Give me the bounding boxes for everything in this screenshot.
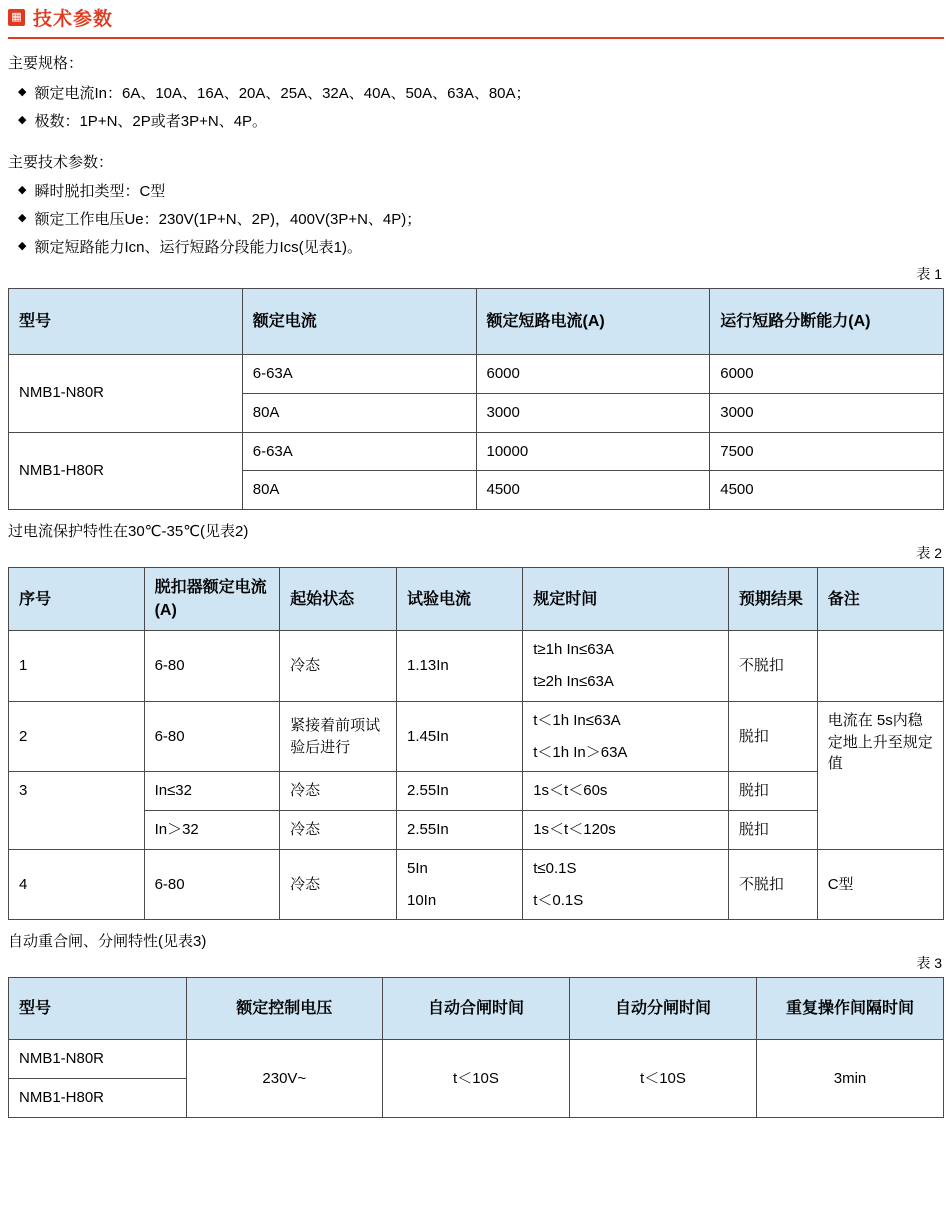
tech-specs-title: 主要技术参数： [8,153,114,171]
table2-time-line: t≤0.1S [533,859,577,877]
table3-close-time: t＜10S [382,1040,569,1118]
list-item [8,110,944,134]
diamond-bullet-icon: ◆ [18,85,27,98]
tech-spec-text: 额定工作电压Ue：230V(1P+N、2P)，400V(3P+N、4P)； [34,211,422,228]
table2-rated: In≤32 [144,772,280,811]
table1-header-rated-current: 额定电流 [242,289,476,355]
table1-ics: 3000 [710,393,944,432]
table-row [9,849,944,920]
table2-time [523,631,729,702]
table2-header-test-current: 试验电流 [397,568,523,631]
table2-state: 紧接着前项试验后进行 [280,701,397,772]
tech-specs-block [8,152,944,261]
table2-test-current: 1.45In [397,701,523,772]
table-header-row [9,978,944,1040]
table2-no: 1 [9,631,145,702]
table1-icn: 4500 [476,471,710,510]
spacer [8,138,944,152]
table1-ics: 7500 [710,432,944,471]
table3-header-interval: 重复操作间隔时间 [756,978,943,1040]
table2-result: 不脱扣 [728,849,817,920]
table2-result: 脱扣 [728,811,817,850]
list-item [8,82,944,106]
table1-icn: 10000 [476,432,710,471]
page-title: 技术参数 [33,9,114,30]
table2-result: 脱扣 [728,772,817,811]
table2-header-initial-state: 起始状态 [280,568,397,631]
table1-current: 6-63A [242,432,476,471]
table1-model: NMB1-N80R [9,355,243,433]
table1-model: NMB1-H80R [9,432,243,510]
table1-caption: 表 1 [916,266,942,282]
list-item [8,208,944,232]
table2-time [523,701,729,772]
table2-rated: 6-80 [144,631,280,702]
diamond-bullet-icon: ◆ [18,212,27,224]
table3-open-time: t＜10S [569,1040,756,1118]
table2-remark [817,631,943,702]
table2-test-current [397,849,523,920]
table2-state: 冷态 [280,631,397,702]
table2-time: 1s＜t＜60s [523,772,729,811]
main-specs-block [8,53,944,134]
table2-time-line: t≥1h In≤63A [533,641,614,659]
table3-note: 自动重合闸、分闸特性(见表3) [8,933,207,951]
table2-time-line: t≥2h In≤63A [533,673,614,691]
table2-test-current-line: 5In [407,859,428,877]
table-row [9,701,944,772]
table2-header-specified-time: 规定时间 [523,568,729,631]
table-reclose-characteristics [8,977,944,1118]
diamond-bullet-icon: ◆ [18,240,27,252]
section-header [8,0,944,39]
table2-caption: 表 2 [916,545,942,561]
table3-model: NMB1-H80R [9,1079,187,1118]
table2-no: 3 [9,772,145,850]
table1-header-icn: 额定短路电流(A) [476,289,710,355]
table2-test-current-line: 10In [407,891,437,909]
table3-header-open-time: 自动分闸时间 [569,978,756,1040]
diamond-bullet-icon: ◆ [18,184,27,196]
table2-state: 冷态 [280,772,397,811]
table2-state: 冷态 [280,811,397,850]
table2-time-line: t＜1h In≤63A [533,711,621,729]
table2-result: 不脱扣 [728,631,817,702]
table1-current: 80A [242,471,476,510]
table-row [9,772,944,811]
table3-interval: 3min [756,1040,943,1118]
table2-header-no: 序号 [9,568,145,631]
table2-time-line: t＜1h In＞63A [533,743,628,761]
table-row [9,811,944,850]
table3-control-voltage: 230V~ [186,1040,382,1118]
table-row [9,355,944,394]
table1-header-model: 型号 [9,289,243,355]
table3-header-control-voltage: 额定控制电压 [186,978,382,1040]
table2-test-current: 2.55In [397,772,523,811]
table3-model: NMB1-N80R [9,1040,187,1079]
table-short-circuit-capacity [8,288,944,510]
table1-icn: 6000 [476,355,710,394]
table2-rated: 6-80 [144,701,280,772]
list-item [8,180,944,204]
main-spec-text: 极数：1P+N、2P或者3P+N、4P。 [34,112,268,130]
table-overcurrent-characteristics [8,567,944,920]
table1-header-ics: 运行短路分断能力(A) [710,289,944,355]
table2-test-current: 2.55In [397,811,523,850]
table2-header-remark: 备注 [817,568,943,631]
grid-icon: ▦ [8,9,25,26]
table-header-row [9,289,944,355]
table2-time: 1s＜t＜120s [523,811,729,850]
list-item [8,236,944,260]
table2-remark: C型 [817,849,943,920]
table2-state: 冷态 [280,849,397,920]
table2-test-current: 1.13In [397,631,523,702]
table2-rated: 6-80 [144,849,280,920]
table2-no: 2 [9,701,145,772]
tech-spec-text: 瞬时脱扣类型：C型 [34,183,166,200]
table1-current: 6-63A [242,355,476,394]
table2-note: 过电流保护特性在30℃-35℃(见表2) [8,523,249,540]
table2-rated: In＞32 [144,811,280,850]
table1-icn: 3000 [476,393,710,432]
table2-header-rated-current: 脱扣器额定电流(A) [144,568,280,631]
table1-current: 80A [242,393,476,432]
table2-header-expected-result: 预期结果 [728,568,817,631]
main-spec-text: 额定电流In：6A、10A、16A、20A、25A、32A、40A、50A、63A、80A； [34,84,531,102]
table3-header-close-time: 自动合闸时间 [382,978,569,1040]
tech-spec-text: 额定短路能力Icn、运行短路分段能力Ics(见表1)。 [34,239,362,256]
table-row [9,1040,944,1079]
table2-result: 脱扣 [728,701,817,772]
table1-ics: 4500 [710,471,944,510]
table3-header-model: 型号 [9,978,187,1040]
table2-no: 4 [9,849,145,920]
table3-caption: 表 3 [916,955,942,972]
table-header-row [9,568,944,631]
table2-time [523,849,729,920]
table-row [9,631,944,702]
main-specs-title: 主要规格： [8,55,84,72]
diamond-bullet-icon: ◆ [18,113,27,126]
table-row [9,432,944,471]
table2-time-line: t＜0.1S [533,891,584,909]
table1-ics: 6000 [710,355,944,394]
table2-remark: 电流在 5s内稳定地上升至规定值 [817,701,943,849]
